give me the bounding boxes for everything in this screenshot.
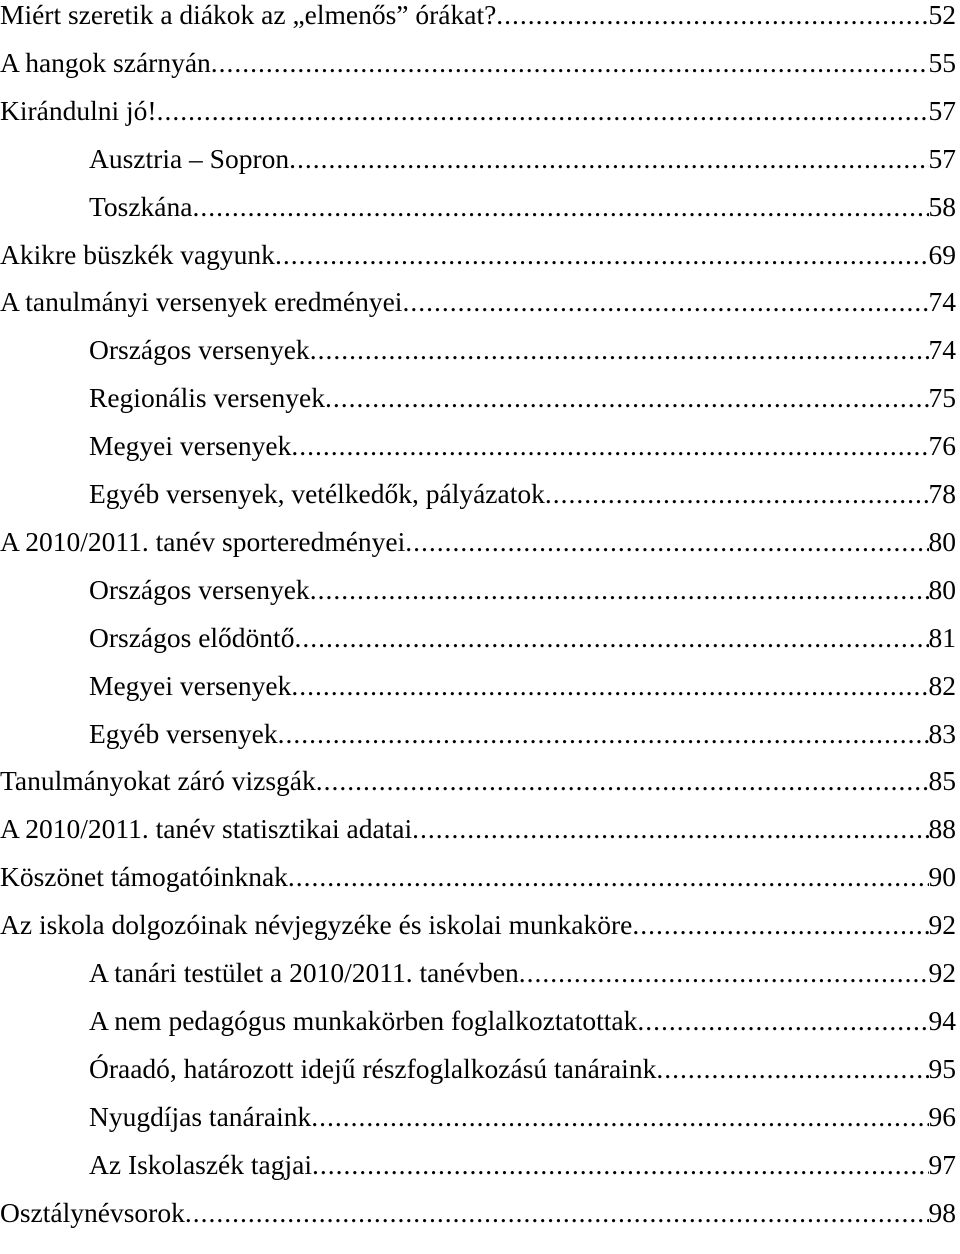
toc-dot-leader <box>312 1145 929 1185</box>
toc-dot-leader <box>310 570 929 610</box>
toc-entry-title: A nem pedagógus munkakörben foglalkoztatottak <box>89 1004 638 1036</box>
toc-entry-page-number: 80 <box>928 573 956 605</box>
toc-dot-leader <box>294 618 928 658</box>
toc-entry-title: A tanulmányi versenyek eredményei <box>0 286 403 318</box>
toc-entry[interactable] <box>0 809 956 849</box>
toc-entry[interactable] <box>0 0 956 35</box>
toc-dot-leader <box>288 857 929 897</box>
toc-entry-title: Óraadó, határozott idejű részfoglalkozású tanáraink <box>89 1052 657 1084</box>
toc-entry-page-number: 98 <box>928 1196 956 1228</box>
toc-dot-leader <box>402 282 928 322</box>
toc-entry[interactable] <box>0 139 956 179</box>
toc-entry-title: Tanulmányokat záró vizsgák <box>0 765 316 797</box>
toc-entry-page-number: 92 <box>928 957 956 988</box>
toc-dot-leader <box>278 714 929 754</box>
toc-entry-page-number: 75 <box>928 382 956 414</box>
toc-entry[interactable] <box>0 1049 956 1089</box>
toc-entry[interactable] <box>0 330 956 370</box>
toc-entry-title: A 2010/2011. tanév sporteredményei <box>0 525 406 557</box>
toc-entry[interactable] <box>0 1145 956 1185</box>
toc-entry[interactable] <box>0 426 956 466</box>
toc-entry-title: Miért szeretik a diákok az „elmenős” órákat? <box>0 0 497 30</box>
toc-entry-page-number: 88 <box>928 813 956 845</box>
toc-entry[interactable] <box>0 618 956 658</box>
toc-entry[interactable] <box>0 522 956 562</box>
toc-dot-leader <box>656 1049 928 1089</box>
toc-entry-page-number: 78 <box>928 478 956 509</box>
toc-dot-leader <box>291 666 928 706</box>
toc-entry-title: Kirándulni jó! <box>0 94 157 126</box>
toc-entry[interactable] <box>0 666 956 706</box>
toc-dot-leader <box>519 953 929 993</box>
toc-dot-leader <box>412 809 928 849</box>
toc-entry-page-number: 81 <box>928 621 956 653</box>
toc-entry-page-number: 94 <box>928 1004 956 1036</box>
toc-entry[interactable] <box>0 91 956 131</box>
toc-entry-title: A 2010/2011. tanév statisztikai adatai <box>0 813 413 845</box>
toc-dot-leader <box>545 474 929 514</box>
toc-entry-page-number: 83 <box>928 717 956 749</box>
toc-dot-leader <box>325 378 929 418</box>
toc-entry-title: Osztálynévsorok <box>0 1196 185 1228</box>
toc-entry-title: Az iskola dolgozóinak névjegyzéke és iskolai munkaköre <box>0 909 633 941</box>
toc-entry-title: Regionális versenyek <box>89 382 325 414</box>
toc-entry-page-number: 57 <box>928 94 956 126</box>
toc-entry-title: Toszkána <box>89 190 193 222</box>
toc-entry-title: Akikre büszkék vagyunk <box>0 238 275 270</box>
toc-dot-leader <box>157 91 929 131</box>
toc-dot-leader <box>289 139 928 179</box>
toc-entry-title: Országos versenyek <box>89 334 310 366</box>
toc-entry-title: Az Iskolaszék tagjai <box>89 1148 312 1180</box>
toc-entry[interactable] <box>0 235 956 275</box>
toc-entry[interactable] <box>0 474 956 514</box>
toc-entry-title: Megyei versenyek <box>89 430 292 462</box>
toc-entry-page-number: 97 <box>928 1148 956 1180</box>
toc-entry[interactable] <box>0 378 956 418</box>
toc-entry[interactable] <box>0 761 956 801</box>
toc-dot-leader <box>310 330 929 370</box>
toc-entry-page-number: 85 <box>928 765 956 797</box>
toc-entry[interactable] <box>0 905 956 945</box>
toc-dot-leader <box>405 522 928 562</box>
toc-dot-leader <box>496 0 928 35</box>
toc-dot-leader <box>291 426 928 466</box>
toc-dot-leader <box>211 43 929 83</box>
toc-entry-page-number: 76 <box>928 430 956 462</box>
toc-entry[interactable] <box>0 570 956 610</box>
toc-entry[interactable] <box>0 187 956 227</box>
toc-dot-leader <box>316 761 929 801</box>
toc-entry-page-number: 57 <box>928 142 956 174</box>
toc-entry-page-number: 96 <box>928 1100 956 1132</box>
toc-entry-page-number: 92 <box>928 909 956 941</box>
toc-entry-title: Köszönet támogatóinknak <box>0 861 288 893</box>
toc-entry-title: Országos versenyek <box>89 573 310 605</box>
toc-entry-page-number: 74 <box>928 334 956 366</box>
toc-entry-page-number: 52 <box>928 0 956 30</box>
toc-dot-leader <box>192 187 928 227</box>
toc-entry-page-number: 55 <box>928 46 956 78</box>
toc-dot-leader <box>185 1193 929 1233</box>
toc-entry-title: Ausztria – Sopron <box>89 142 290 174</box>
toc-entry[interactable] <box>0 953 956 993</box>
toc-entry-page-number: 82 <box>928 669 956 701</box>
toc-entry-page-number: 90 <box>928 861 956 893</box>
toc-entry-title: Megyei versenyek <box>89 669 292 701</box>
toc-entry-page-number: 74 <box>928 286 956 318</box>
toc-entry[interactable] <box>0 714 956 754</box>
toc-dot-leader <box>311 1097 928 1137</box>
toc-entry-page-number: 95 <box>928 1052 956 1084</box>
toc-dot-leader <box>632 905 928 945</box>
toc-entry[interactable] <box>0 857 956 897</box>
toc-entry-title: Nyugdíjas tanáraink <box>89 1100 312 1132</box>
toc-entry-title: A hangok szárnyán <box>0 46 211 78</box>
toc-entry-title: A tanári testület a 2010/2011. tanévben <box>89 957 519 988</box>
toc-entry-title: Egyéb versenyek, vetélkedők, pályázatok <box>89 478 545 509</box>
toc-dot-leader <box>275 235 929 275</box>
toc-entry[interactable] <box>0 1097 956 1137</box>
toc-entry[interactable] <box>0 43 956 83</box>
toc-entry[interactable] <box>0 1001 956 1041</box>
toc-entry-title: Egyéb versenyek <box>89 717 278 749</box>
toc-entry-page-number: 69 <box>928 238 956 270</box>
toc-entry-page-number: 58 <box>928 190 956 222</box>
toc-dot-leader <box>637 1001 928 1041</box>
toc-entry[interactable] <box>0 1193 956 1233</box>
toc-entry[interactable] <box>0 282 956 322</box>
toc-entry-title: Országos elődöntő <box>89 621 295 653</box>
toc-entry-page-number: 80 <box>928 525 956 557</box>
